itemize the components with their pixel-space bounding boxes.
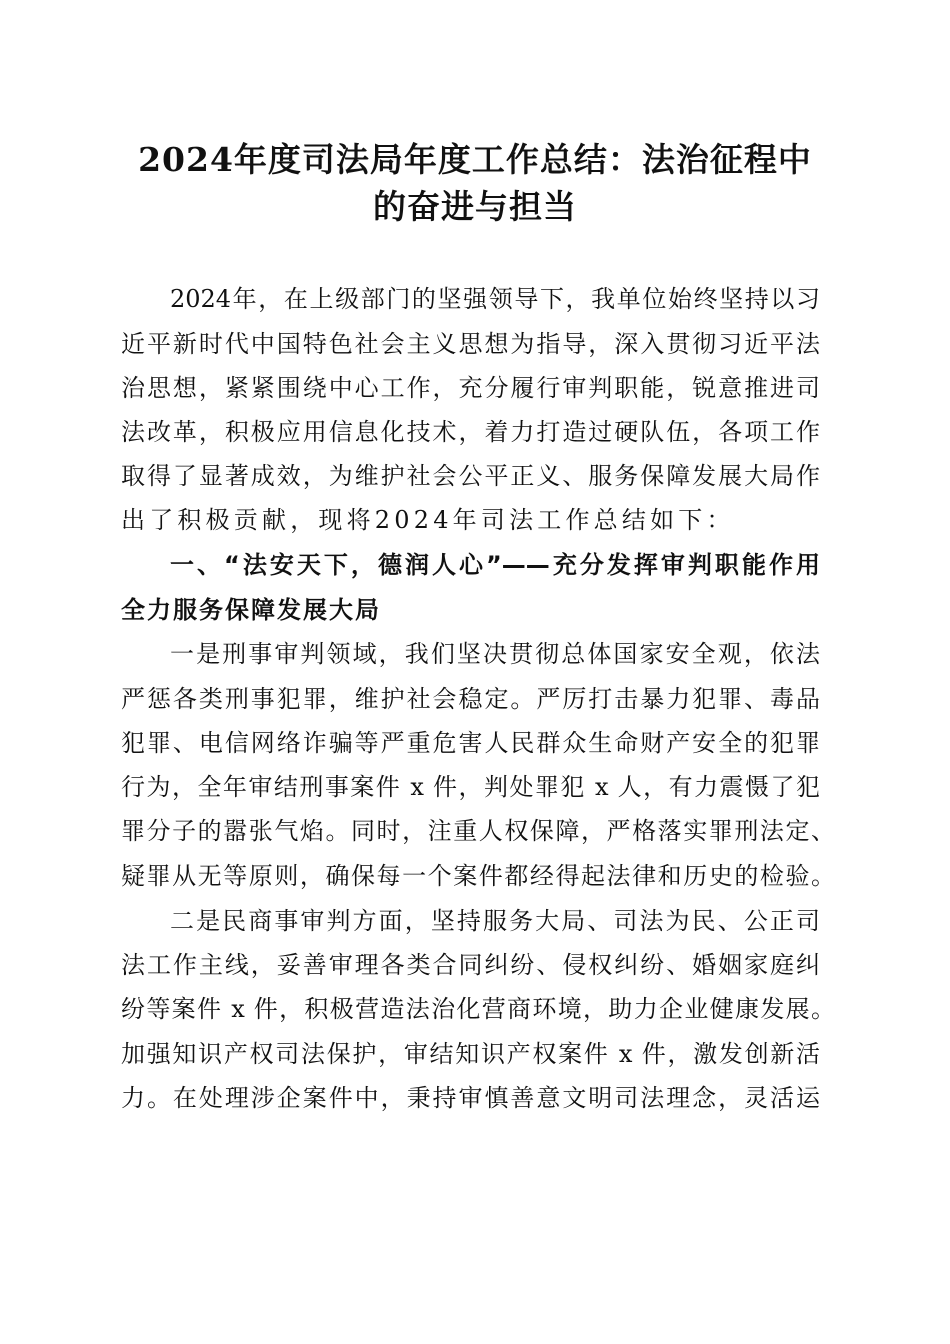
text-line: 出了积极贡献，现将2024年司法工作总结如下： — [121, 506, 735, 534]
text-line: 罪分子的嚣张气焰。同时，注重人权保障，严格落实罪刑法定、 — [121, 817, 835, 845]
text-line: 取得了显著成效，为维护社会公平正义、服务保障发展大局作 — [121, 462, 820, 490]
document-title-line-2: 的奋进与担当 — [373, 187, 577, 226]
text-line: 2024年，在上级部门的坚强领导下，我单位始终坚持以习 — [170, 285, 820, 313]
text-line: 近平新时代中国特色社会主义思想为指导，深入贯彻习近平法 — [121, 330, 820, 358]
heading-line: 全力服务保障发展大局 — [121, 596, 381, 624]
text-line: 严惩各类刑事犯罪，维护社会稳定。严厉打击暴力犯罪、毒品 — [121, 685, 820, 713]
text-line: 犯罪、电信网络诈骗等严重危害人民群众生命财产安全的犯罪 — [121, 729, 820, 757]
text-line: 加强知识产权司法保护，审结知识产权案件 x 件，激发创新活 — [121, 1040, 820, 1068]
text-line: 一是刑事审判领域，我们坚决贯彻总体国家安全观，依法 — [170, 640, 820, 668]
heading-line: 一、“法安天下，德润人心”——充分发挥审判职能作用 — [170, 551, 820, 579]
text-line: 二是民商事审判方面，坚持服务大局、司法为民、公正司 — [170, 907, 820, 935]
document-title-line-1: 2024年度司法局年度工作总结：法治征程中 — [138, 140, 812, 179]
text-line: 疑罪从无等原则，确保每一个案件都经得起法律和历史的检验。 — [121, 862, 835, 890]
text-line: 法工作主线，妥善审理各类合同纠纷、侵权纠纷、婚姻家庭纠 — [121, 951, 820, 979]
text-line: 力。在处理涉企案件中，秉持审慎善意文明司法理念，灵活运 — [121, 1084, 820, 1112]
text-line: 行为，全年审结刑事案件 x 件，判处罪犯 x 人，有力震慑了犯 — [121, 773, 820, 801]
text-line: 法改革，积极应用信息化技术，着力打造过硬队伍，各项工作 — [121, 418, 820, 446]
text-line: 治思想，紧紧围绕中心工作，充分履行审判职能，锐意推进司 — [121, 374, 820, 402]
text-line: 纷等案件 x 件，积极营造法治化营商环境，助力企业健康发展。 — [121, 995, 835, 1023]
